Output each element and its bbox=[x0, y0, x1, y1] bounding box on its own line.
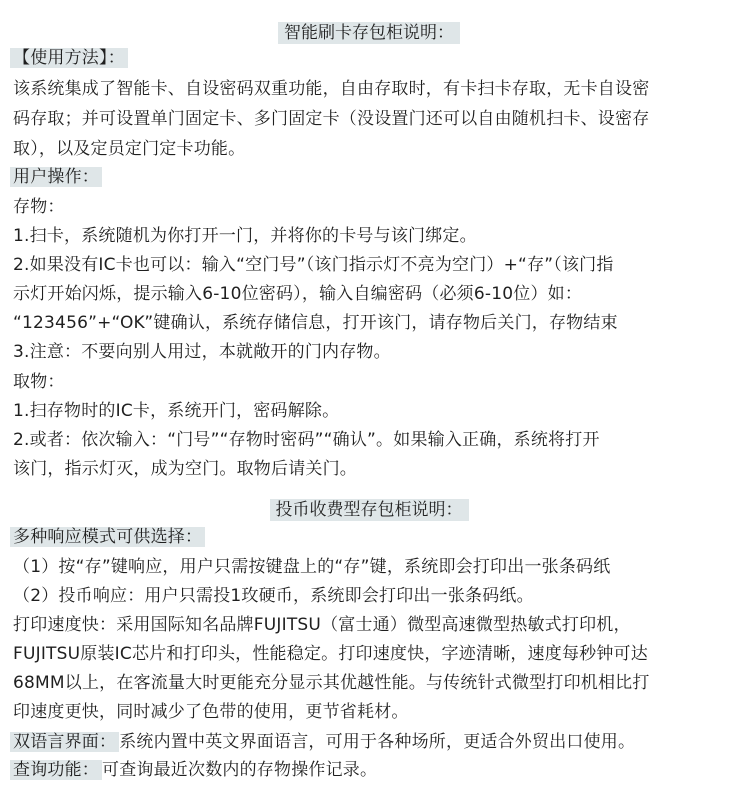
deposit-line-4: “123456”+“OK”键确认，系统存储信息，打开该门，请存物后关门，存物结束 bbox=[13, 313, 618, 333]
section1-title: 智能刷卡存包柜说明： bbox=[0, 21, 738, 45]
query-text: 可查询最近次数内的存物操作记录。 bbox=[102, 760, 378, 780]
bilingual-line bbox=[13, 730, 635, 754]
section2-title: 投币收费型存包柜说明： bbox=[0, 498, 738, 522]
retrieve-line-2: 2.或者：依次输入：“门号”“存物时密码”“确认”。如果输入正确，系统将打开 bbox=[13, 430, 600, 450]
usage-heading: 【使用方法】： bbox=[13, 46, 128, 70]
print-line-1: 打印速度快：采用国际知名品牌FUJITSU（富士通）微型高速微型热敏式打印机， bbox=[13, 615, 631, 635]
modes-line-1: （1）按“存”键响应，用户只需按键盘上的“存”键，系统即会打印出一张条码纸 bbox=[13, 557, 611, 577]
print-line-2: FUJITSU原装IC芯片和打印头，性能稳定。打印速度快，字迹清晰，速度每秒钟可达 bbox=[13, 644, 648, 664]
query-line bbox=[13, 758, 377, 782]
bilingual-label: 双语言界面： bbox=[10, 732, 119, 752]
ops-heading: 用户操作： bbox=[13, 165, 102, 189]
print-line-3: 68MM以上，在客流量大时更能充分显示其优越性能。与传统针式微型打印机相比打 bbox=[13, 673, 650, 693]
usage-line-2: 码存取；并可设置单门固定卡、多门固定卡（没设置门还可以自由随机扫卡、设密存 bbox=[13, 109, 650, 129]
usage-line-1: 该系统集成了智能卡、自设密码双重功能，自由存取时，有卡扫卡存取，无卡自设密 bbox=[13, 79, 650, 99]
deposit-line-1: 1.扫卡，系统随机为你打开一门，并将你的卡号与该门绑定。 bbox=[13, 226, 477, 246]
modes-line-2: （2）投币响应：用户只需投1玫硬币，系统即会打印出一张条码纸。 bbox=[13, 586, 534, 606]
deposit-heading: 存物： bbox=[13, 197, 65, 217]
retrieve-line-1: 1.扫存物时的IC卡，系统开门，密码解除。 bbox=[13, 401, 340, 421]
deposit-line-5: 3.注意：不要向别人用过，本就敞开的门内存物。 bbox=[13, 342, 391, 362]
modes-heading: 多种响应模式可供选择： bbox=[13, 525, 205, 549]
retrieve-line-3: 该门，指示灯灭，成为空门。取物后请关门。 bbox=[13, 459, 357, 479]
bilingual-text: 系统内置中英文界面语言，可用于各种场所，更适合外贸出口使用。 bbox=[119, 732, 636, 752]
usage-line-3: 取），以及定员定门定卡功能。 bbox=[13, 139, 246, 159]
deposit-line-2: 2.如果没有IC卡也可以：输入“空门号”（该门指示灯不亮为空门）+“存”（该门指 bbox=[13, 255, 614, 275]
query-label: 查询功能： bbox=[10, 760, 102, 780]
deposit-line-3: 示灯开始闪烁，提示输入6-10位密码），输入自编密码（必须6-10位）如： bbox=[13, 284, 583, 304]
retrieve-heading: 取物： bbox=[13, 372, 65, 392]
print-line-4: 印速度更快，同时减少了色带的使用，更节省耗材。 bbox=[13, 702, 409, 722]
